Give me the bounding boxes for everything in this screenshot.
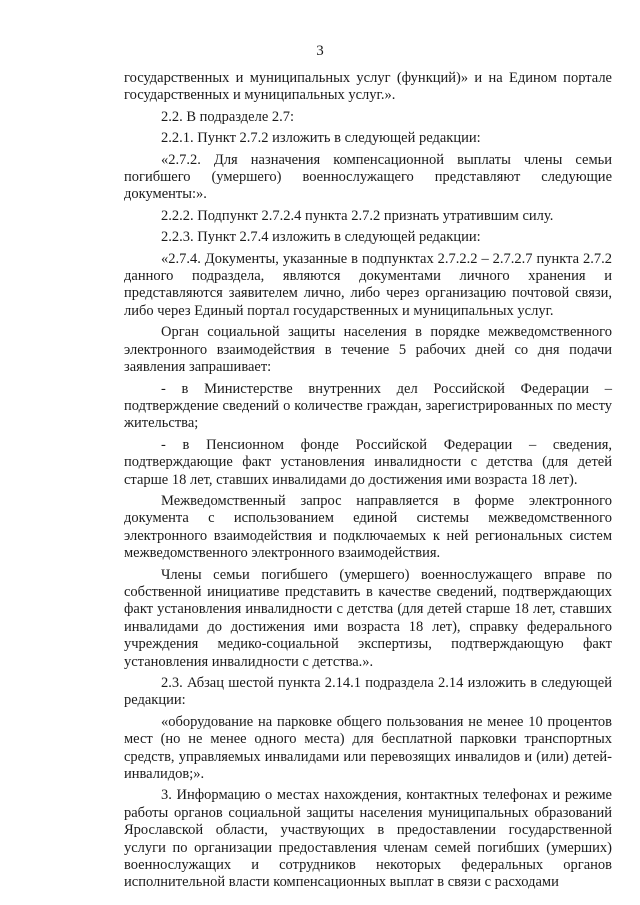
paragraph: Члены семьи погибшего (умершего) военнослужащего вправе по собственной инициативе представить в качестве сведений, подтверждающих факт установления инвалидности с детства (для детей старше 18 лет, ставших инвалидами до достижения ими возраста 18 лет), справку федерального учреждения медико-социальной экспертизы, подтверждающую факт установления инвалидности с детства.». [124, 566, 612, 670]
paragraph: 2.3. Абзац шестой пункта 2.14.1 подраздела 2.14 изложить в следующей редакции: [124, 675, 612, 709]
paragraph: 2.2. В подразделе 2.7: [161, 108, 295, 125]
paragraph: 3. Информацию о местах нахождения, контактных телефонах и режиме работы органов социальной защиты населения муниципальных образований Ярославской области, участвующих в предоставлении государственной услуги по организации предоставления членам семей погибших (умерших) военнослужащих и сотрудников некоторых федеральных органов исполнительной власти компенсационных выплат в связи с расходами [124, 787, 612, 891]
paragraph: «2.7.2. Для назначения компенсационной выплаты члены семьи погибшего (умершего) военнослужащего представляют следующие документы:». [124, 151, 612, 203]
paragraph: «оборудование на парковке общего пользования не менее 10 процентов мест (но не менее одного места) для бесплатной парковки транспортных средств, управляемых инвалидами или перевозящих инвалидов и (или) детей-инвалидов;». [124, 713, 612, 783]
paragraph: Межведомственный запрос направляется в форме электронного документа с использованием единой системы межведомственного электронного взаимодействия и подключаемых к ней региональных систем межведомственного электронного взаимодействия. [124, 492, 612, 562]
paragraph: - в Пенсионном фонде Российской Федерации – сведения, подтверждающие факт установления инвалидности с детства (для детей старше 18 лет, ставших инвалидами до достижения ими возраста 18 лет). [124, 436, 612, 488]
paragraph: государственных и муниципальных услуг (функций)» и на Едином портале государственных и муниципальных услуг.». [124, 70, 612, 104]
paragraph: - в Министерстве внутренних дел Российской Федерации – подтверждение сведений о количестве граждан, зарегистрированных по месту жительства; [124, 380, 612, 432]
paragraph: 2.2.3. Пункт 2.7.4 изложить в следующей редакции: [161, 229, 481, 246]
paragraph: 2.2.1. Пункт 2.7.2 изложить в следующей редакции: [161, 130, 481, 147]
document-body [124, 70, 612, 892]
paragraph: 2.2.2. Подпункт 2.7.2.4 пункта 2.7.2 признать утратившим силу. [161, 207, 554, 224]
page-number: 3 [316, 43, 324, 59]
paragraph: Орган социальной защиты населения в порядке межведомственного электронного взаимодействия в течение 5 рабочих дней со дня подачи заявления запрашивает: [124, 324, 612, 376]
paragraph: «2.7.4. Документы, указанные в подпунктах 2.7.2.2 – 2.7.2.7 пункта 2.7.2 данного подраздела, являются документами личного хранения и представляются заявителем лично, либо через организацию почтовой связи, либо через Единый портал государственных и муниципальных услуг. [124, 250, 612, 319]
